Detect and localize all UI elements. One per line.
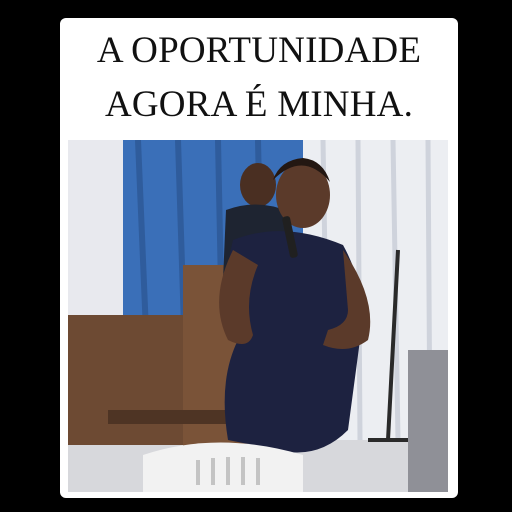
photo-illustration — [68, 140, 448, 492]
meme-caption — [60, 24, 458, 136]
bench — [108, 410, 228, 424]
meme-sticker — [60, 18, 458, 498]
caption-line-1: A OPORTUNIDADE — [96, 30, 422, 71]
caption-line-2: AGORA É MINHA. — [104, 84, 414, 125]
side-equipment — [408, 350, 448, 492]
white-curtain-left — [68, 140, 128, 340]
plastic-chair — [143, 443, 303, 493]
man-head — [240, 163, 276, 207]
singer-photo — [68, 140, 448, 492]
